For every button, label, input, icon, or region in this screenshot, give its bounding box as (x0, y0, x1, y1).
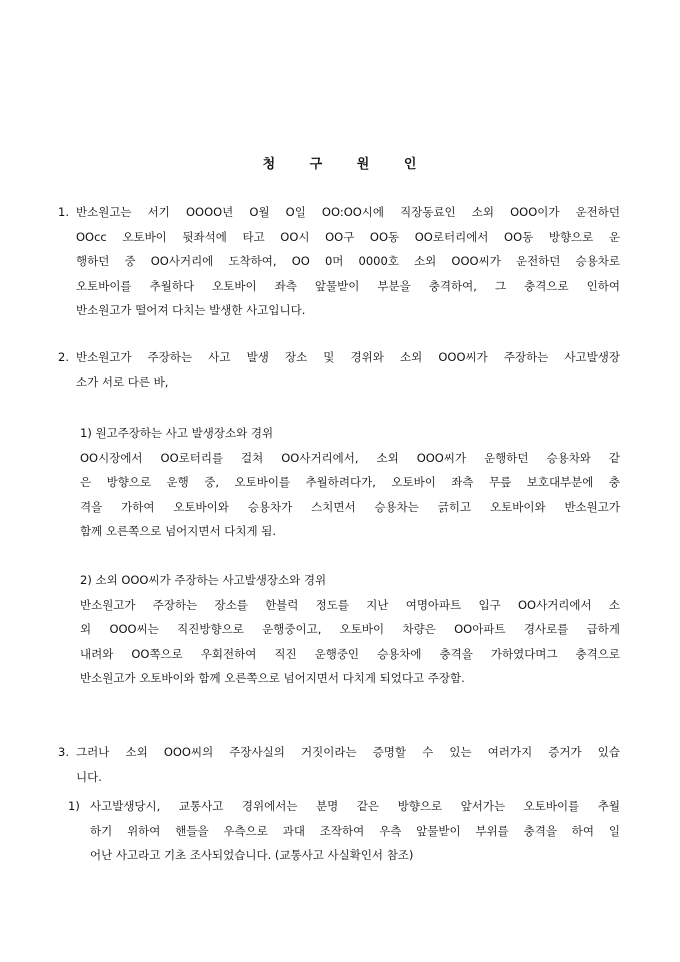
section-2-sub-2-line: 반소원고가 오토바이와 함께 오른쪽으로 넘어지면서 다치게 되었다고 주장함. (80, 671, 465, 685)
section-3-line: 그러나 소외 OOO씨의 주장사실의 거짓이라는 증명할 수 있는 여러가지 증거가 있습 (76, 745, 620, 759)
section-2-line: 반소원고가 주장하는 사고 발생 장소 및 경위와 소외 OOO씨가 주장하는 사고발생장 (76, 350, 620, 364)
section-2-sub-1-line: 함께 오른쪽으로 넘어지면서 다치게 됨. (80, 524, 277, 538)
section-2-sub-2 (80, 568, 620, 691)
section-3-number: 3. (58, 745, 69, 759)
section-3-sub-1-text (90, 794, 620, 868)
section-1-number: 1. (58, 205, 69, 219)
section-1-text (76, 200, 620, 323)
section-3-sub-1-number: 1) (68, 799, 80, 813)
section-2-line: 소가 서로 다른 바, (76, 374, 169, 389)
section-1-line: 오토바이를 추월하다 오토바이 좌측 앞물받이 부분을 충격하여, 그 충격으로 인하여 (76, 278, 620, 293)
section-2-sub-2-line: 내려와 OO쪽으로 우회전하여 직진 운행중인 승용차에 충격을 가하였다며그 충격으로 (80, 646, 620, 661)
section-2-sub-1-line: OO시장에서 OO로터리를 걸쳐 OO사거리에서, 소외 OOO씨가 운행하던 승용차와 같 (80, 450, 620, 465)
document-title: 청 구 원 인 (262, 157, 418, 172)
section-2-sub-2-heading: 2) 소외 OOO씨가 주장하는 사고발생장소와 경위 (80, 573, 327, 587)
section-3-sub-1-line: 사고발생당시, 교통사고 경위에서는 분명 같은 방향으로 앞서가는 오토바이를 추월 (90, 799, 620, 813)
section-2-sub-1-heading: 1) 원고주장하는 사고 발생장소와 경위 (80, 426, 274, 440)
section-2-text (76, 345, 620, 394)
section-2-number: 2. (58, 350, 69, 364)
section-2-sub-1-line: 은 방향으로 운행 중, 오토바이를 추월하려다가, 오토바이 좌측 무릎 보호대부분에 충 (80, 475, 620, 489)
section-2-sub-2-line: 반소원고가 주장하는 장소를 한블럭 정도를 지난 여명아파트 입구 OO사거리에서 소 (80, 597, 620, 612)
section-3-sub-1-line: 하기 위하여 핸들을 우측으로 과대 조작하여 우측 앞물받이 부위를 충격을 하여 일 (90, 823, 620, 838)
section-3-line: 니다. (76, 769, 102, 784)
section-2-sub-1-line: 격을 가하여 오토바이와 승용차가 스치면서 승용차는 긁히고 오토바이와 반소원고가 (80, 499, 620, 514)
section-1-line: 행하던 중 OO사거리에 도착하여, OO 0머 0000호 소외 OOO씨가 운전하던 승용차로 (76, 254, 620, 268)
section-1-line: 반소원고가 떨어져 다치는 발생한 사고입니다. (76, 303, 306, 317)
section-1-line: 반소원고는 서기 OOOO년 O월 O일 OO:OO시에 직장동료인 소외 OOO이가 운전하던 (76, 205, 620, 219)
section-3-text (76, 740, 620, 789)
section-2-sub-1 (80, 421, 620, 544)
section-3-sub-1-line: 어난 사고라고 기초 조사되었습니다. (교통사고 사실확인서 참조) (90, 848, 414, 862)
section-2-sub-2-line: 외 OOO씨는 직진방향으로 운행중이고, 오토바이 차량은 OO아파트 경사로를 급하게 (80, 622, 620, 636)
section-1-line: OOcc 오토바이 뒷좌석에 타고 OO시 OO구 OO동 OO로터리에서 OO동 방향으로 운 (76, 229, 620, 244)
